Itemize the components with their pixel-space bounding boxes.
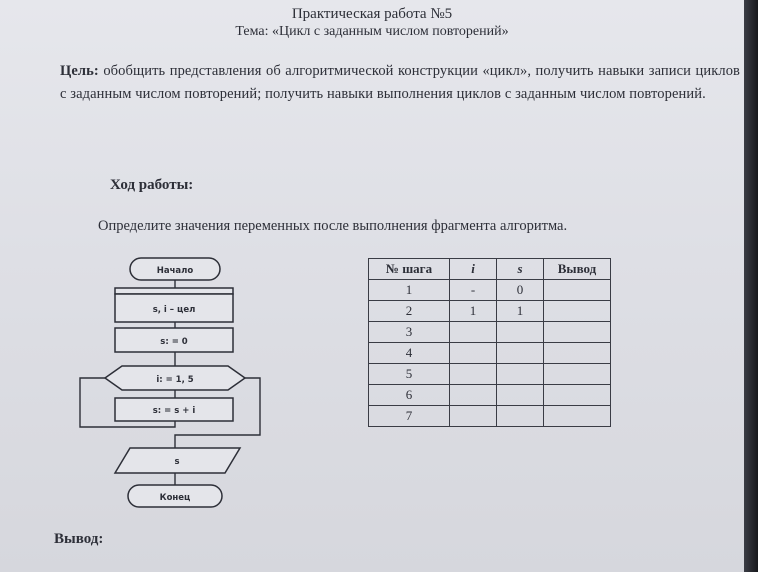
page-title: Практическая работа №5 [291, 6, 453, 22]
screen-bezel [744, 0, 758, 572]
cell-step: 2 [369, 301, 450, 322]
cell-output [544, 322, 611, 343]
table-row [369, 301, 611, 322]
goal-label: Цель: [60, 63, 99, 79]
cell-i [450, 364, 497, 385]
trace-table [368, 258, 611, 427]
cell-step: 4 [369, 343, 450, 364]
goal-paragraph [60, 60, 740, 106]
table-row [369, 385, 611, 406]
loop-body-label: s: = s + i [152, 406, 196, 416]
table-row [369, 322, 611, 343]
cell-step: 5 [369, 364, 450, 385]
cell-s [497, 343, 544, 364]
col-header-output: Вывод [544, 259, 611, 280]
declare-label: s, i – цел [152, 305, 196, 315]
cell-i: - [450, 280, 497, 301]
cell-s [497, 322, 544, 343]
cell-i [450, 322, 497, 343]
cell-i [450, 406, 497, 427]
table-header-row [369, 259, 611, 280]
cell-step: 6 [369, 385, 450, 406]
cell-output [544, 364, 611, 385]
declare-block-top [115, 288, 233, 294]
cell-output [544, 385, 611, 406]
col-header-step: № шага [369, 259, 450, 280]
cell-s [497, 406, 544, 427]
cell-i [450, 385, 497, 406]
cell-step: 3 [369, 322, 450, 343]
conclusion-label: Вывод: [54, 531, 104, 547]
table-row [369, 406, 611, 427]
page-topic: Тема: «Цикл с заданным числом повторений» [235, 24, 509, 39]
cell-output [544, 406, 611, 427]
cell-i: 1 [450, 301, 497, 322]
loop-label: i: = 1, 5 [156, 375, 194, 385]
cell-output [544, 343, 611, 364]
cell-s [497, 364, 544, 385]
col-header-i: i [450, 259, 497, 280]
cell-s [497, 385, 544, 406]
cell-output [544, 280, 611, 301]
progress-heading: Ход работы: [110, 177, 194, 193]
goal-text: обобщить представления об алгоритмической конструкции «цикл», получить навыки записи циклов с заданным числом повторений; получить навыки выполнения циклов с заданным числом повторений. [60, 63, 740, 102]
table-row [369, 280, 611, 301]
cell-step: 1 [369, 280, 450, 301]
table-row [369, 343, 611, 364]
cell-s: 1 [497, 301, 544, 322]
output-label: s [174, 457, 180, 467]
cell-s: 0 [497, 280, 544, 301]
task-statement: Определите значения переменных после выполнения фрагмента алгоритма. [98, 218, 568, 234]
table-row [369, 364, 611, 385]
start-label: Начало [156, 266, 194, 276]
cell-step: 7 [369, 406, 450, 427]
algorithm-flowchart [70, 250, 270, 515]
cell-i [450, 343, 497, 364]
col-header-s: s [497, 259, 544, 280]
end-label: Конец [159, 493, 191, 503]
cell-output [544, 301, 611, 322]
init-label: s: = 0 [160, 337, 188, 347]
